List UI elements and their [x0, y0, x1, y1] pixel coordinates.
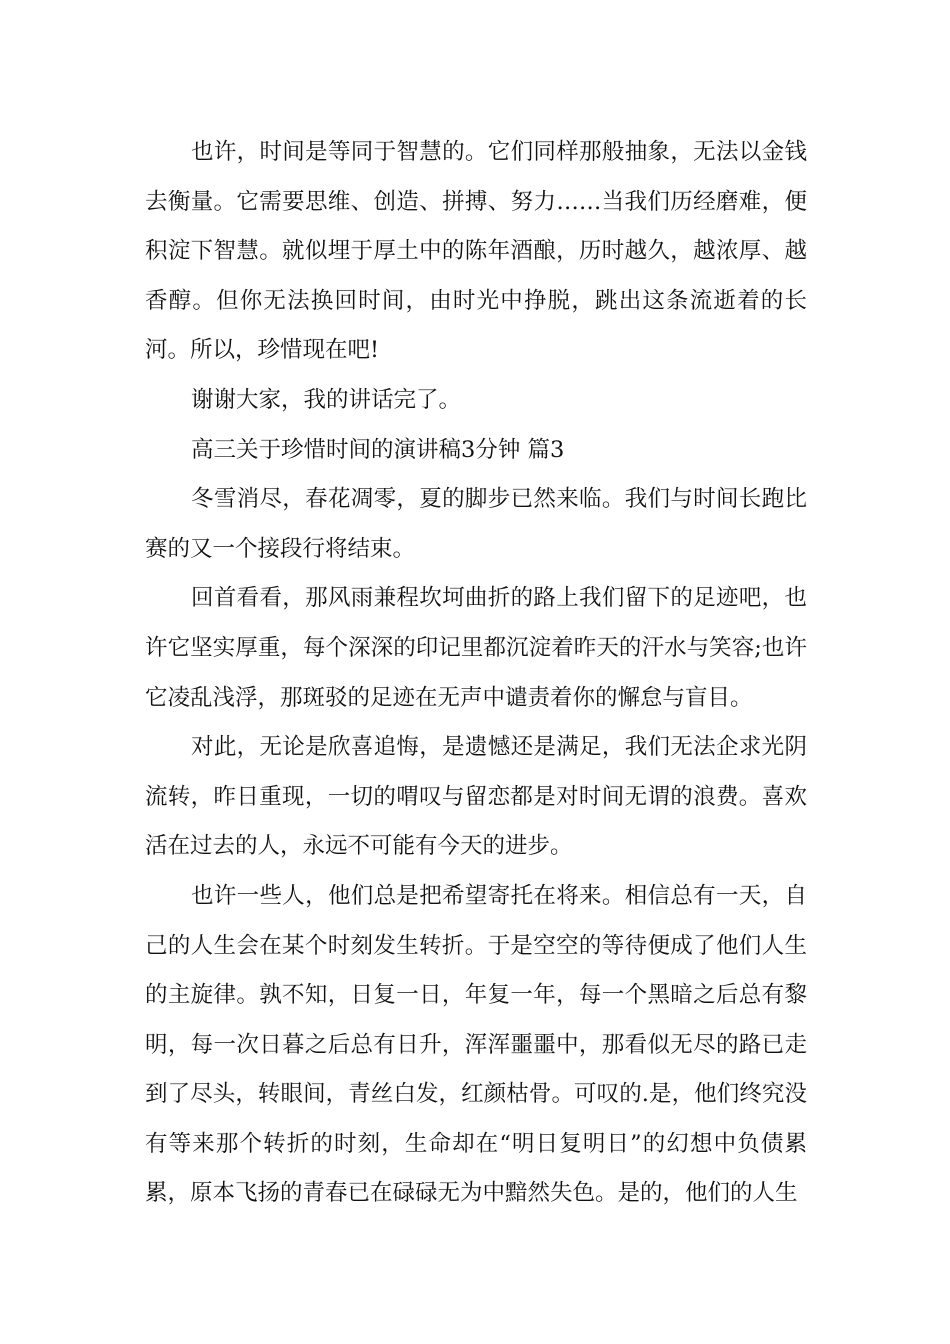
document-body [145, 128, 807, 1219]
paragraph-waiting: 也许一些人，他们总是把希望寄托在将来。相信总有一天，自己的人生会在某个时刻发生转折。于是空空的等待便成了他们人生的主旋律。孰不知，日复一日，年复一年，每一个黑暗之后总有黎明，每一次日暮之后总有日升，浑浑噩噩中，那看似无尽的路已走到了尽头，转眼间，青丝白发，红颜枯骨。可叹的.是，他们终究没有等来那个转折的时刻，生命却在“明日复明日”的幻想中负债累累，原本飞扬的青春已在碌碌无为中黯然失色。是的，他们的人生 [145, 882, 807, 1207]
section-heading: 高三关于珍惜时间的演讲稿3分钟 篇3 [191, 436, 565, 463]
paragraph-footprints: 回首看看，那风雨兼程坎坷曲折的路上我们留下的足迹吧，也许它坚实厚重，每个深深的印记里都沉淀着昨天的汗水与笑容;也许它凌乱浅浮，那斑驳的足迹在无声中谴责着你的懈怠与盲目。 [145, 585, 807, 711]
paragraph-thanks: 谢谢大家，我的讲话完了。 [191, 386, 462, 413]
paragraph-wisdom: 也许，时间是等同于智慧的。它们同样那般抽象，无法以金钱去衡量。它需要思维、创造、拼搏、努力……当我们历经磨难，便积淀下智慧。就似埋于厚土中的陈年酒酿，历时越久，越浓厚、越香醇。但你无法换回时间，由时光中挣脱，跳出这条流逝着的长河。所以，珍惜现在吧! [145, 139, 807, 364]
paragraph-summer: 冬雪消尽，春花凋零，夏的脚步已然来临。我们与时间长跑比赛的又一个接段行将结束。 [145, 486, 807, 562]
paragraph-regret: 对此，无论是欣喜追悔，是遗憾还是满足，我们无法企求光阴流转，昨日重现，一切的喟叹与留恋都是对时间无谓的浪费。喜欢活在过去的人，永远不可能有今天的进步。 [145, 734, 807, 860]
